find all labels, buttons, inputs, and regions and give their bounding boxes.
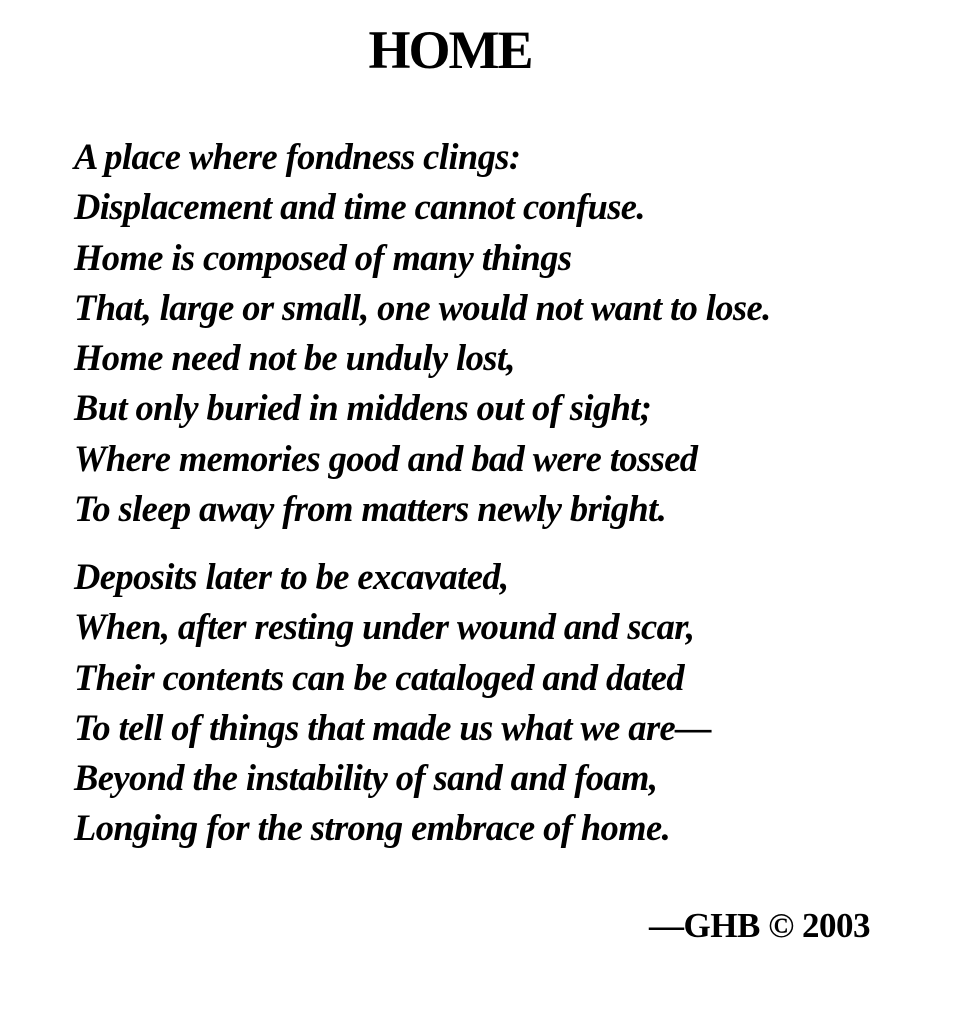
poem-line: Displacement and time cannot confuse.	[74, 186, 645, 228]
poem-line: Their contents can be cataloged and dated	[74, 656, 685, 698]
poem-line: Where memories good and bad were tossed	[74, 437, 698, 479]
author-signature: —GHB © 2003	[649, 906, 870, 945]
poem-line: Home is composed of many things	[74, 236, 572, 278]
poem-line: When, after resting under wound and scar,	[74, 606, 695, 648]
poem-title: HOME	[368, 20, 532, 80]
stanza-2	[74, 552, 711, 854]
poem-line: Home need not be unduly lost,	[74, 337, 515, 379]
stanza-1	[74, 132, 771, 534]
poem-line: A place where fondness clings:	[74, 136, 521, 177]
poem-line: Longing for the strong embrace of home.	[74, 807, 671, 849]
poem-line: That, large or small, one would not want to lose.	[74, 286, 771, 328]
poem-line: Beyond the instability of sand and foam,	[74, 757, 658, 799]
poem-line: To tell of things that made us what we are—	[74, 706, 712, 748]
poem-line: But only buried in middens out of sight;	[74, 387, 652, 429]
poem-line: Deposits later to be excavated,	[74, 556, 509, 597]
poem-line: To sleep away from matters newly bright.	[74, 488, 667, 530]
